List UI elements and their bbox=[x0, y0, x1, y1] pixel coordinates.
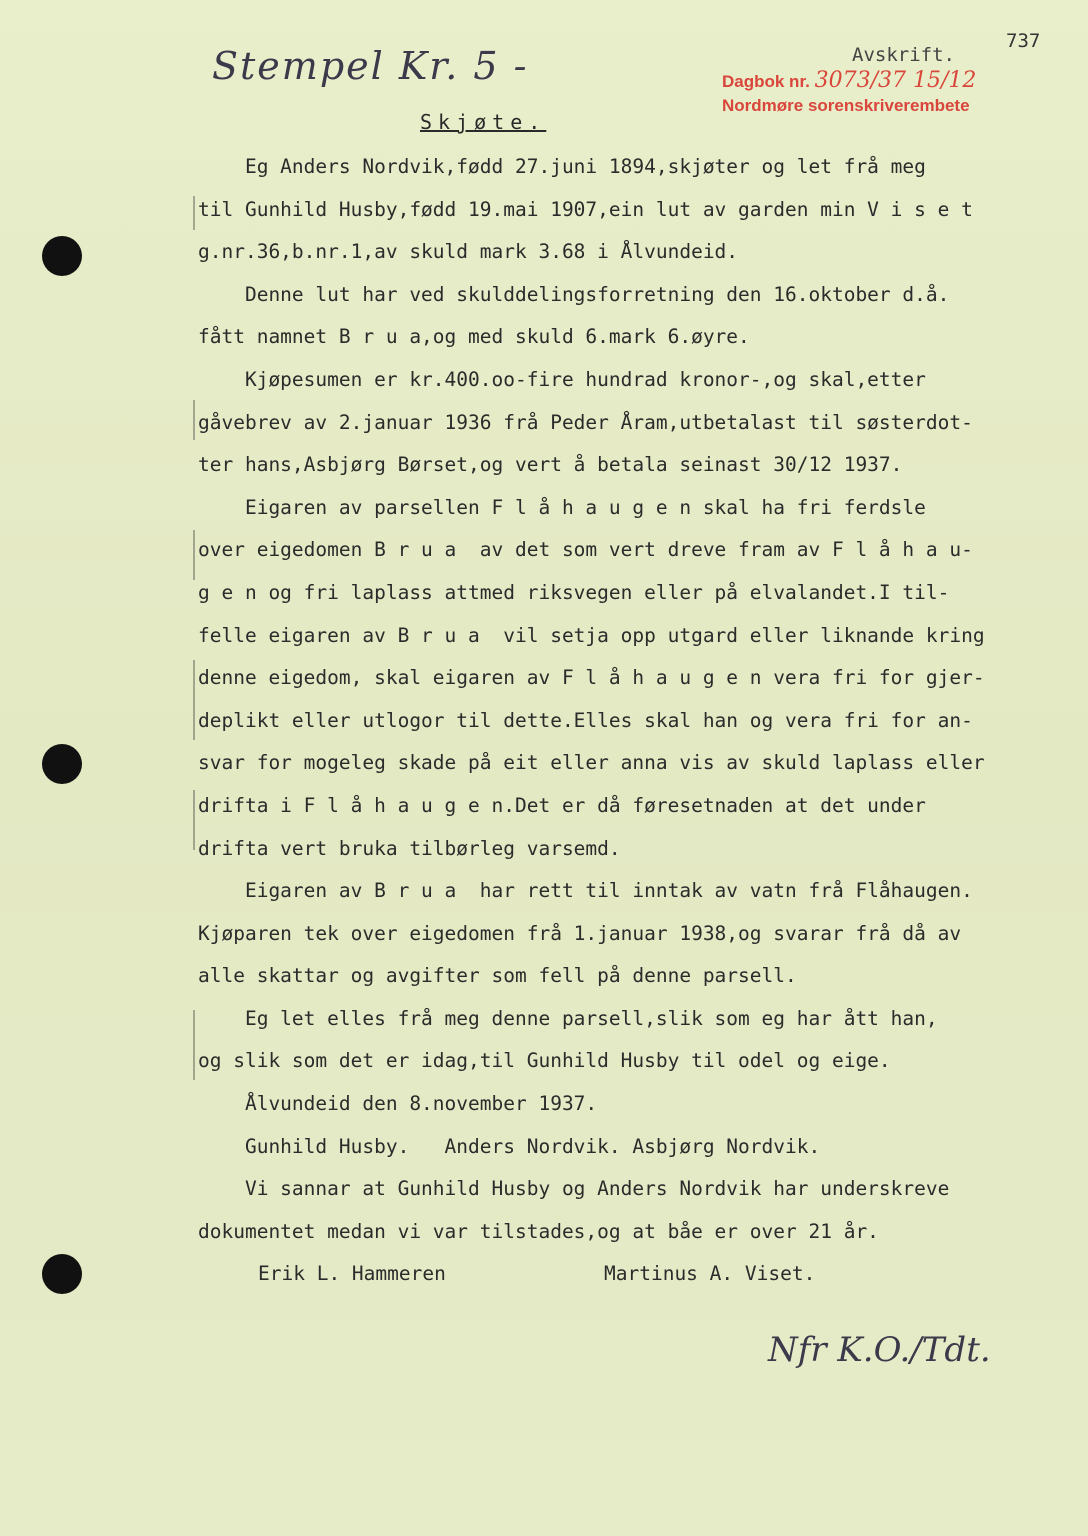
text-line: alle skattar og avgifter som fell på denne parsell. bbox=[198, 964, 797, 988]
dagbok-line bbox=[722, 68, 976, 93]
text-line: dokumentet medan vi var tilstades,og at båe er over 21 år. bbox=[198, 1219, 879, 1243]
text-line: Eigaren av parsellen F l å h a u g e n skal ha fri ferdsle bbox=[198, 495, 926, 519]
text-line: g.nr.36,b.nr.1,av skuld mark 3.68 i Ålvundeid. bbox=[198, 240, 739, 264]
witness-signature-1: Erik L. Hammeren bbox=[258, 1262, 446, 1285]
text-line: felle eigaren av B r u a vil setja opp utgard eller liknande kring bbox=[198, 623, 985, 647]
text-line: Denne lut har ved skulddelingsforretning den 16.oktober d.å. bbox=[198, 282, 950, 306]
margin-mark bbox=[193, 660, 195, 740]
text-line: Kjøparen tek over eigedomen frå 1.januar 1938,og svarar frå då av bbox=[198, 921, 962, 945]
text-line: og slik som det er idag,til Gunhild Husby til odel og eige. bbox=[198, 1049, 891, 1073]
text-line: Vi sannar at Gunhild Husby og Anders Nordvik har underskreve bbox=[198, 1177, 950, 1201]
office-name: Nordmøre sorenskriverembete bbox=[722, 96, 970, 115]
page-number: 737 bbox=[1006, 30, 1041, 52]
text-line: Eg Anders Nordvik,fødd 27.juni 1894,skjøter og let frå meg bbox=[198, 155, 926, 178]
punch-hole bbox=[42, 744, 82, 784]
punch-hole bbox=[42, 1254, 82, 1294]
text-line: g e n og fri laplass attmed riksvegen eller på elvalandet.I til- bbox=[198, 580, 950, 604]
margin-mark bbox=[193, 1010, 195, 1080]
handwritten-stamp-note: Stempel Kr. 5 - bbox=[212, 44, 529, 88]
punch-hole bbox=[42, 236, 82, 276]
avskrift-label: Avskrift. bbox=[852, 44, 955, 66]
document-body bbox=[198, 146, 1068, 1253]
text-line: gåvebrev av 2.januar 1936 frå Peder Åram,utbetalast til søsterdot- bbox=[198, 410, 973, 434]
text-line: drifta i F l å h a u g e n.Det er då føresetnaden at det under bbox=[198, 793, 926, 817]
document-title: Skjøte. bbox=[420, 110, 547, 134]
margin-mark bbox=[193, 530, 195, 580]
text-line: drifta vert bruka tilbørleg varsemd. bbox=[198, 836, 621, 860]
text-line: deplikt eller utlogor til dette.Elles skal han og vera fri for an- bbox=[198, 708, 973, 732]
margin-mark bbox=[193, 196, 195, 230]
text-line: Gunhild Husby. Anders Nordvik. Asbjørg Nordvik. bbox=[198, 1134, 821, 1158]
text-line: Kjøpesumen er kr.400.oo-fire hundrad kronor-,og skal,etter bbox=[198, 367, 926, 391]
text-line: til Gunhild Husby,fødd 19.mai 1907,ein lut av garden min V i s e t bbox=[198, 197, 973, 221]
dagbok-label: Dagbok nr. bbox=[722, 72, 810, 91]
text-line: fått namnet B r u a,og med skuld 6.mark 6.øyre. bbox=[198, 325, 750, 349]
margin-mark bbox=[193, 400, 195, 440]
margin-mark bbox=[193, 790, 195, 850]
text-line: over eigedomen B r u a av det som vert dreve fram av F l å h a u- bbox=[198, 538, 973, 562]
handwritten-initials: Nfr K.O./Tdt. bbox=[768, 1330, 991, 1370]
text-line: ter hans,Asbjørg Børset,og vert å betala seinast 30/12 1937. bbox=[198, 453, 903, 477]
text-line: Eigaren av B r u a har rett til inntak av vatn frå Flåhaugen. bbox=[198, 879, 973, 903]
text-line: svar for mogeleg skade på eit eller anna vis av skuld laplass eller bbox=[198, 751, 985, 775]
dagbok-number: 3073/37 15/12 bbox=[814, 68, 977, 93]
witness-signature-2: Martinus A. Viset. bbox=[604, 1262, 816, 1285]
text-line: Eg let elles frå meg denne parsell,slik som eg har ått han, bbox=[198, 1006, 938, 1030]
text-line: denne eigedom, skal eigaren av F l å h a u g e n vera fri for gjer- bbox=[198, 666, 985, 690]
text-line: Ålvundeid den 8.november 1937. bbox=[198, 1092, 598, 1116]
